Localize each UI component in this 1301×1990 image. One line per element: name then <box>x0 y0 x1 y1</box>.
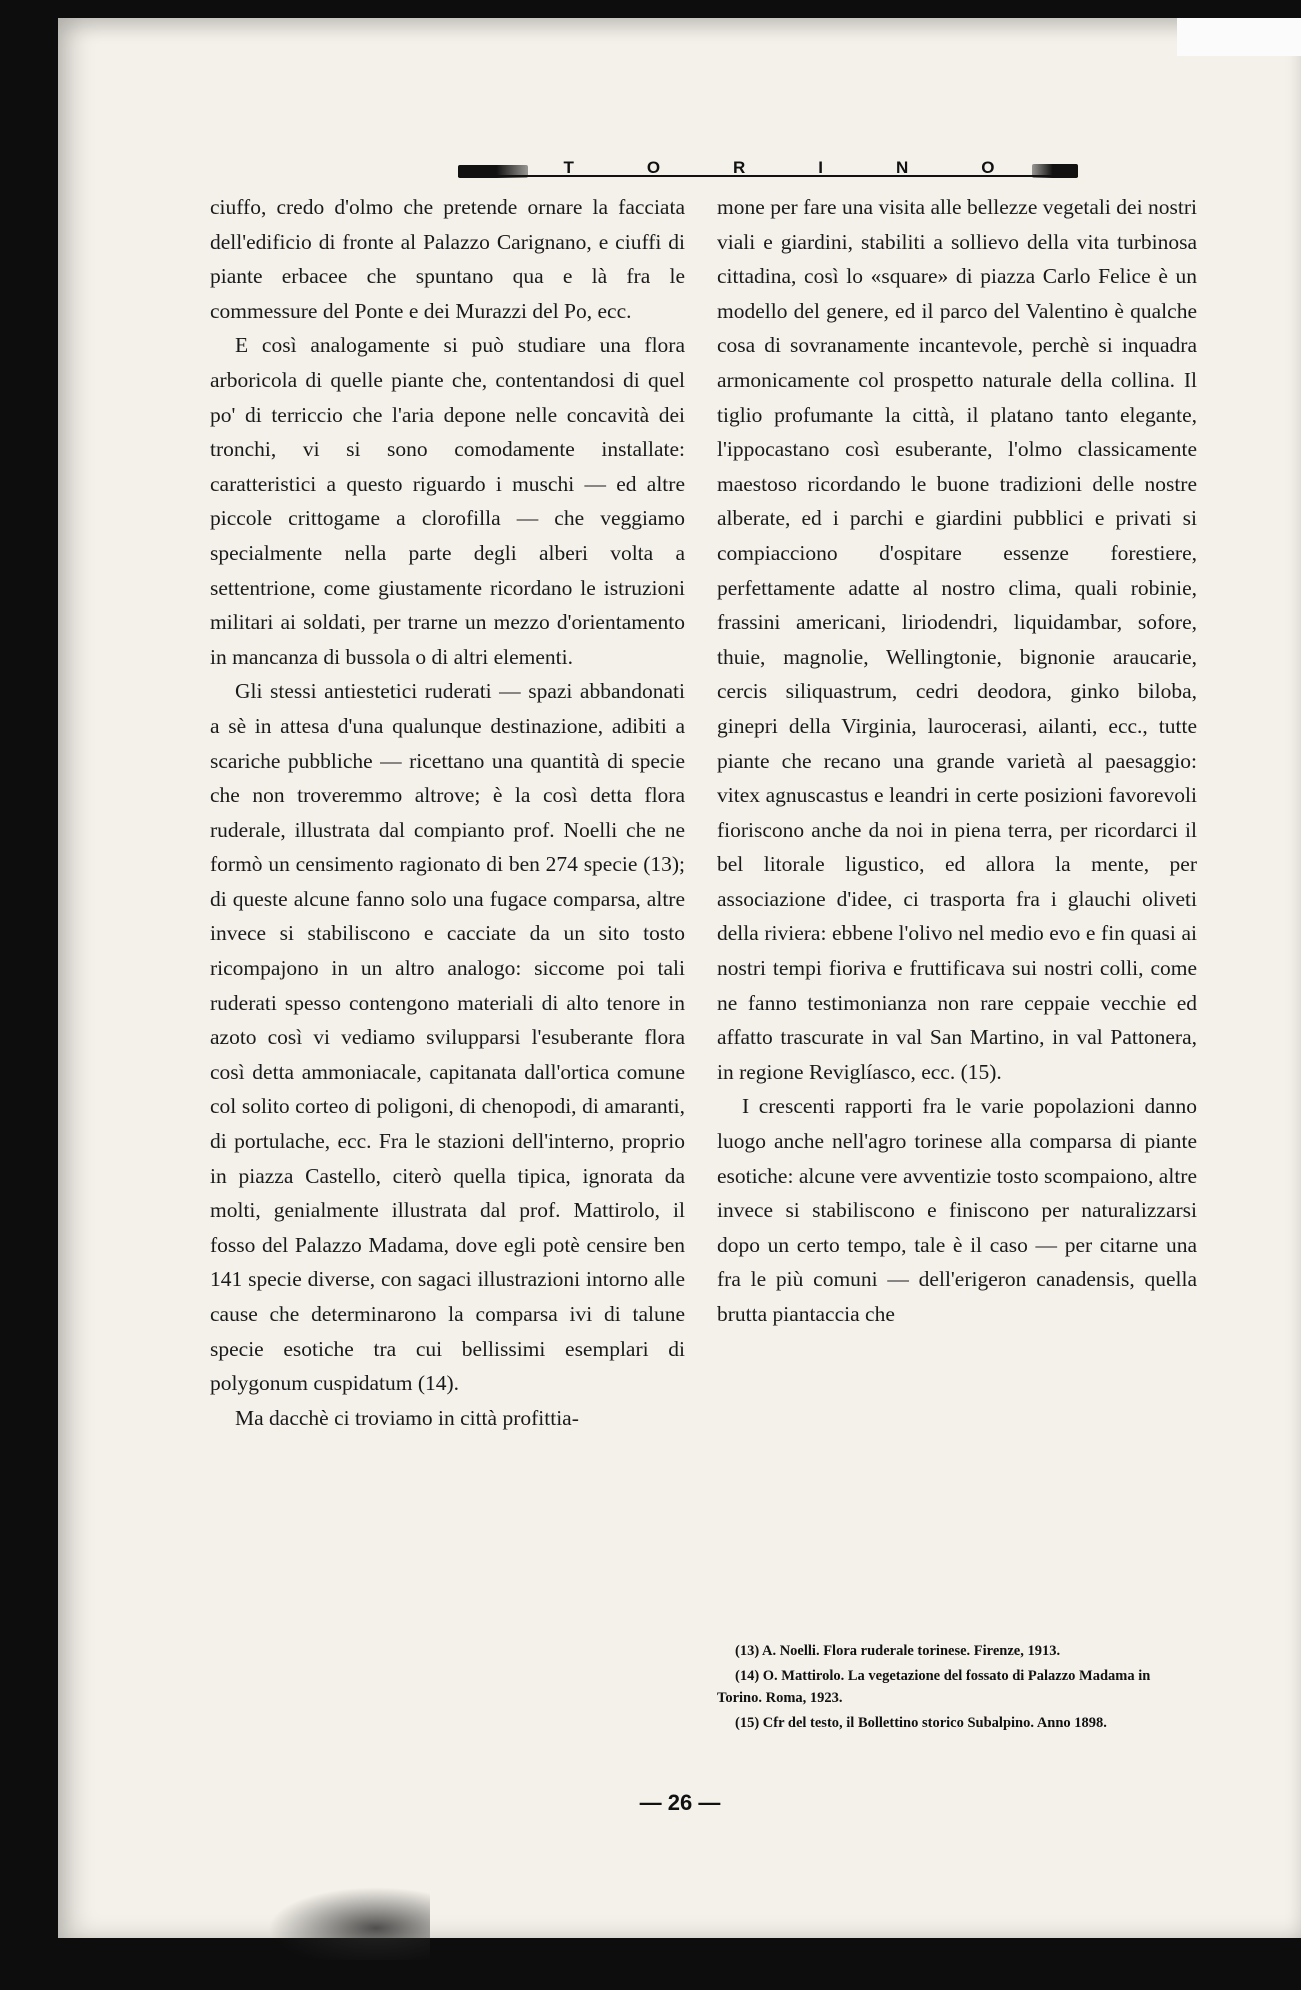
scan-smudge <box>250 1880 430 1960</box>
running-title-letter: O <box>646 158 663 177</box>
running-title-letter: O <box>981 158 997 177</box>
running-header <box>458 158 1078 182</box>
paragraph: ciuffo, credo d'olmo che pretende ornare la facciata dell'edificio di fronte al Palazzo Carignano, e ciuffi di piante erbacee che spuntano qua e là fra le commessure del Ponte e dei Murazzi del Po, ecc. <box>210 195 685 323</box>
paragraph: I crescenti rapporti fra le varie popolazioni danno luogo anche nell'agro torinese alla comparsa di piante esotiche: alcune vere avventizie tosto scompaiono, altre invece si stabiliscono e finiscono per naturalizzarsi dopo un certo tempo, tale è il caso — per citarne una fra le più comuni — dell'erigeron canadensis, quella brutta piantaccia che <box>717 1094 1197 1326</box>
page-number: — 26 — <box>639 1790 721 1815</box>
footnotes <box>717 1640 1197 1737</box>
footnote: (13) A. Noelli. Flora ruderale torinese. Firenze, 1913. <box>735 1643 1061 1659</box>
right-column <box>717 190 1197 1332</box>
header-ornament-right <box>1032 164 1078 178</box>
paragraph: Ma dacchè ci troviamo in città profittia- <box>235 1405 579 1430</box>
running-title <box>528 158 1032 178</box>
running-title-letter: N <box>896 158 911 177</box>
footnote: (15) Cfr del testo, il Bollettino storico Subalpino. Anno 1898. <box>735 1715 1107 1731</box>
running-title-letter: R <box>733 158 748 177</box>
footnote: (14) O. Mattirolo. La vegetazione del fossato di Palazzo Madama in Torino. Roma, 1923. <box>717 1668 1151 1706</box>
running-title-letter: T <box>563 158 576 177</box>
header-ornament-left <box>458 165 528 178</box>
left-column <box>210 190 685 1435</box>
paragraph: E così analogamente si può studiare una flora arboricola di quelle piante che, contentandosi di quel po' di terriccio che l'aria depone nelle concavità dei tronchi, vi si sono comodamente installate: caratteristici a questo riguardo i muschi — ed altre piccole crittogame a clorofilla — che veggiamo specialmente nella parte degli alberi volta a settentrione, come giustamente ricordano le istruzioni militari ai soldati, per trarne un mezzo d'orientamento in mancanza di bussola o di altri elementi. <box>210 333 685 669</box>
paragraph: Gli stessi antiestetici ruderati — spazi abbandonati a sè in attesa d'una qualunque destinazione, adibiti a scariche pubbliche — ricettano una quantità di specie che non troveremmo altrove; è la così detta flora ruderale, illustrata dal compianto prof. Noelli che ne formò un censimento ragionato di ben 274 specie (13); di queste alcune fanno solo una fugace comparsa, altre invece si stabiliscono e cacciate da un sito tosto ricompajono in un altro analogo: siccome poi tali ruderati spesso contengono materiali di alto tenore in azoto così vi vediamo svilupparsi l'esuberante flora così detta ammoniacale, capitanata dall'ortica comune col solito corteo di poligoni, di chenopodi, di amaranti, di portulache, ecc. Fra le stazioni dell'interno, proprio in piazza Castello, citerò quella tipica, ignorata da molti, genialmente illustrata dal prof. Mattirolo, il fosso del Palazzo Madama, dove egli potè censire ben 141 specie diverse, con sagaci illustrazioni intorno alle cause che determinarono la comparsa ivi di talune specie esotiche tra cui bellissimi esemplari di polygonum cuspidatum (14). <box>210 679 685 1396</box>
scan-border <box>1177 18 1301 56</box>
running-title-letter: I <box>818 158 826 177</box>
paragraph: mone per fare una visita alle bellezze vegetali dei nostri viali e giardini, stabiliti a sollievo della vita turbinosa cittadina, così lo «square» di piazza Carlo Felice è un modello del genere, ed il parco del Valentino è qualche cosa di sovranamente incantevole, perchè si inquadra armonicamente col prospetto naturale della collina. Il tiglio profumante la città, il platano tanto elegante, l'ippocastano così esuberante, l'olmo classicamente maestoso ricordando le buone tradizioni delle nostre alberate, ed i parchi e giardini pubblici e privati si compiacciono d'ospitare essenze forestiere, perfettamente adatte al nostro clima, quali robinie, frassini americani, liriodendri, liquidambar, sofore, thuie, magnolie, Wellingtonie, bignonie araucarie, cercis siliquastrum, cedri deodora, ginko biloba, ginepri della Virginia, laurocerasi, ailanti, ecc., tutte piante che recano una grande varietà al paesaggio: vitex agnuscastus e leandri in certe posizioni favorevoli fioriscono anche da noi in piena terra, per ricordarci il bel litorale ligustico, ed allora la mente, per associazione d'idee, ci trasporta fra i glauchi oliveti della riviera: ebbene l'olivo nel medio evo e fin quasi ai nostri tempi fioriva e fruttificava sui nostri colli, come ne fanno testimonianza non rare ceppaie vecchie ed affatto trascurate in val San Martino, in val Pattonera, in regione Reviglíasco, ecc. (15). <box>717 195 1197 1084</box>
